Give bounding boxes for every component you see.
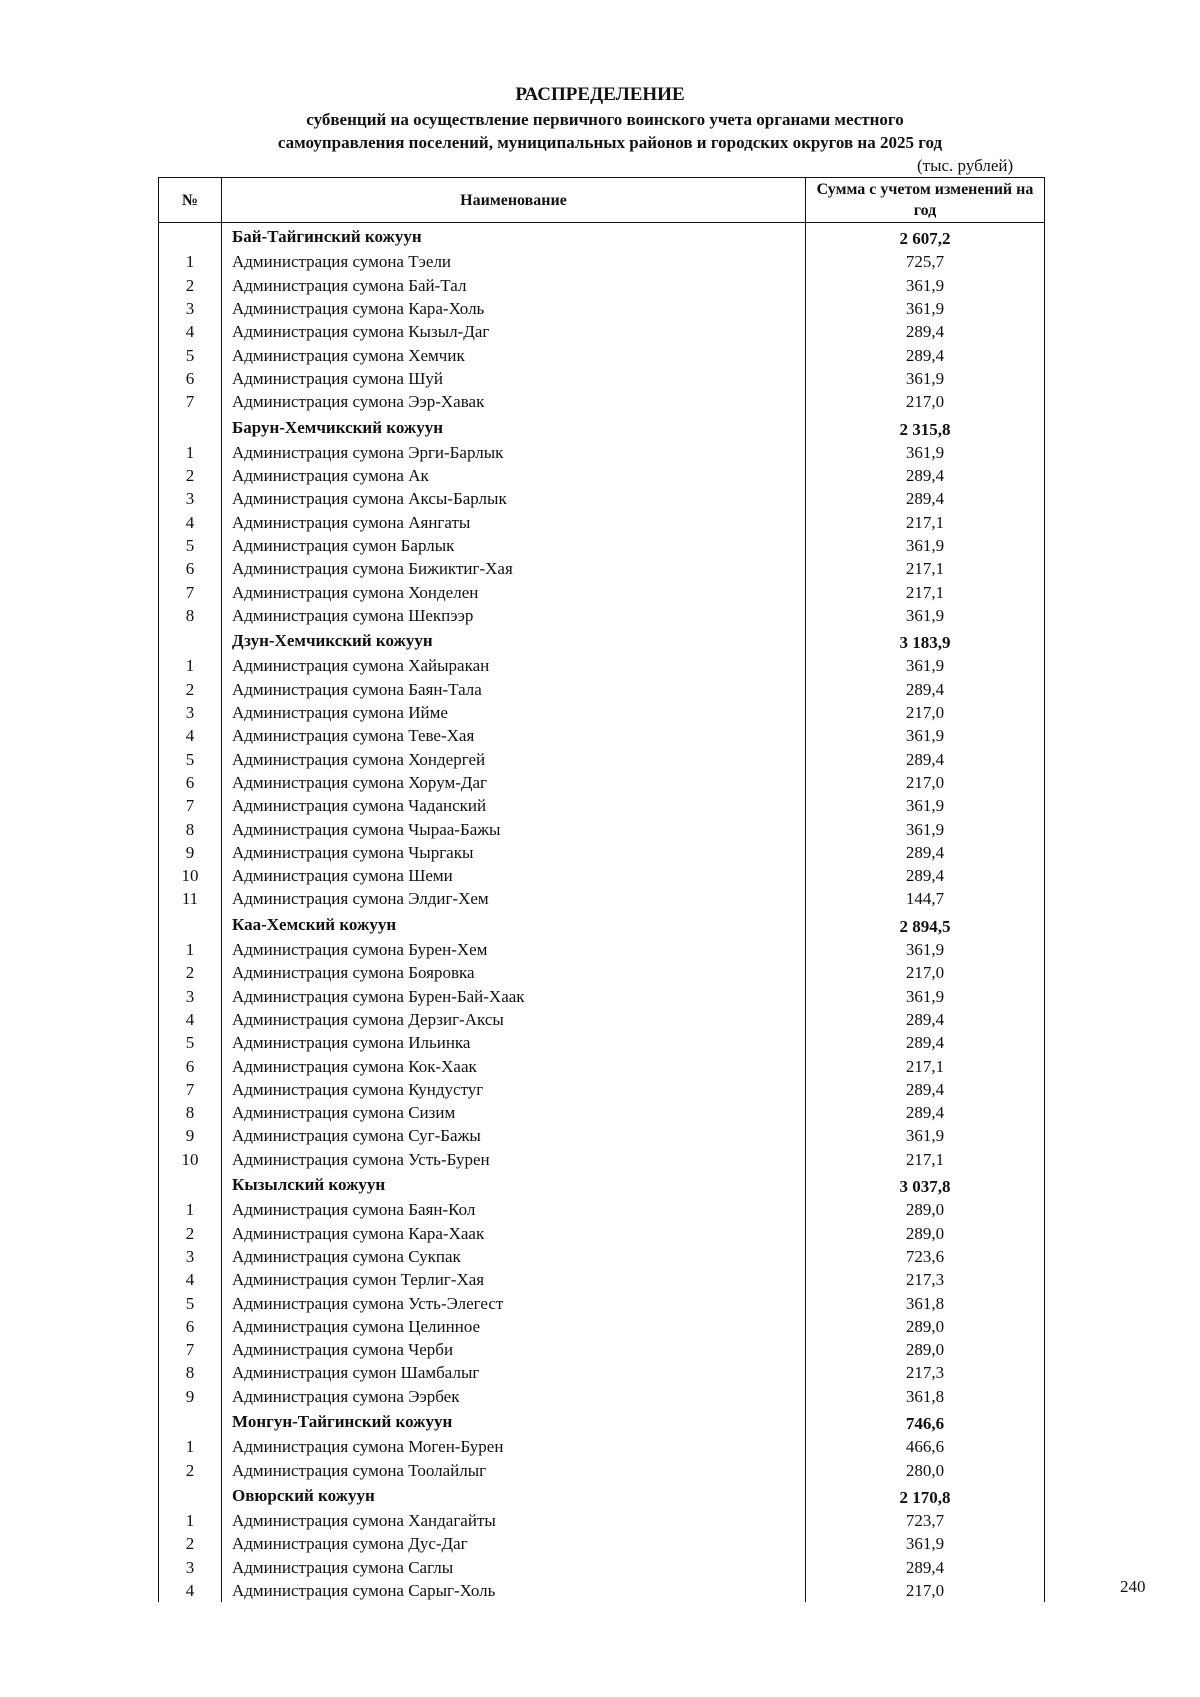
row-name: Администрация сумон Барлык	[222, 534, 806, 557]
row-name: Администрация сумона Кызыл-Даг	[222, 320, 806, 343]
row-name: Администрация сумона Шуй	[222, 367, 806, 390]
row-value: 466,6	[806, 1435, 1045, 1458]
row-value: 361,9	[806, 985, 1045, 1008]
row-value: 280,0	[806, 1458, 1045, 1481]
table-row	[159, 604, 1045, 627]
table-row	[159, 1008, 1045, 1031]
group-number-cell	[159, 413, 222, 440]
row-number: 4	[159, 1008, 222, 1031]
row-value: 217,1	[806, 557, 1045, 580]
group-total: 2 894,5	[806, 911, 1045, 938]
group-name: Дзун-Хемчикский кожуун	[222, 627, 806, 654]
row-name: Администрация сумона Сукпак	[222, 1245, 806, 1268]
table-row	[159, 511, 1045, 534]
table-row	[159, 1385, 1045, 1408]
row-number: 1	[159, 1509, 222, 1532]
document-title: РАСПРЕДЕЛЕНИЕ	[515, 84, 685, 105]
row-name: Администрация сумона Хонделен	[222, 580, 806, 603]
group-name: Каа-Хемский кожуун	[222, 911, 806, 938]
row-value: 725,7	[806, 250, 1045, 273]
row-value: 217,1	[806, 1148, 1045, 1171]
table-row	[159, 1221, 1045, 1244]
group-row	[159, 223, 1045, 251]
column-header-number: №	[159, 178, 222, 223]
group-total: 2 315,8	[806, 413, 1045, 440]
table-row	[159, 464, 1045, 487]
row-number: 6	[159, 1054, 222, 1077]
table-row	[159, 841, 1045, 864]
row-value: 289,4	[806, 464, 1045, 487]
row-number: 10	[159, 864, 222, 887]
table-row	[159, 1148, 1045, 1171]
row-value: 217,0	[806, 1579, 1045, 1602]
row-number: 5	[159, 748, 222, 771]
table-row	[159, 817, 1045, 840]
row-name: Администрация сумона Дус-Даг	[222, 1532, 806, 1555]
row-number: 4	[159, 1268, 222, 1291]
row-value: 289,4	[806, 864, 1045, 887]
document-subtitle-line1: субвенций на осуществление первичного воинского учета органами местного	[306, 110, 904, 129]
table-row	[159, 1124, 1045, 1147]
table-row	[159, 343, 1045, 366]
group-name: Овюрский кожуун	[222, 1482, 806, 1509]
row-value: 361,9	[806, 654, 1045, 677]
row-name: Администрация сумона Кара-Хаак	[222, 1221, 806, 1244]
row-number: 7	[159, 1078, 222, 1101]
row-name: Администрация сумона Баян-Тала	[222, 678, 806, 701]
column-header-name: Наименование	[222, 178, 806, 223]
row-value: 144,7	[806, 887, 1045, 910]
row-number: 3	[159, 487, 222, 510]
table-body	[159, 223, 1045, 1603]
row-name: Администрация сумона Хандагайты	[222, 1509, 806, 1532]
row-name: Администрация сумона Ээрбек	[222, 1385, 806, 1408]
row-name: Администрация сумона Хондергей	[222, 748, 806, 771]
row-value: 361,9	[806, 817, 1045, 840]
row-value: 361,9	[806, 367, 1045, 390]
row-name: Администрация сумон Шамбалыг	[222, 1361, 806, 1384]
row-value: 361,9	[806, 794, 1045, 817]
row-value: 723,6	[806, 1245, 1045, 1268]
row-number: 7	[159, 1338, 222, 1361]
row-value: 217,0	[806, 961, 1045, 984]
group-number-cell	[159, 1408, 222, 1435]
row-value: 289,0	[806, 1338, 1045, 1361]
row-number: 8	[159, 1101, 222, 1124]
row-name: Администрация сумона Чыргакы	[222, 841, 806, 864]
row-value: 289,4	[806, 1101, 1045, 1124]
row-number: 1	[159, 441, 222, 464]
row-number: 4	[159, 1579, 222, 1602]
row-number: 6	[159, 771, 222, 794]
group-row	[159, 1482, 1045, 1509]
row-name: Администрация сумона Целинное	[222, 1315, 806, 1338]
row-name: Администрация сумона Ээр-Хавак	[222, 390, 806, 413]
row-number: 4	[159, 724, 222, 747]
row-number: 8	[159, 817, 222, 840]
row-number: 2	[159, 1532, 222, 1555]
row-value: 289,4	[806, 320, 1045, 343]
table-row	[159, 557, 1045, 580]
row-value: 361,9	[806, 441, 1045, 464]
group-row	[159, 1408, 1045, 1435]
row-value: 289,4	[806, 1556, 1045, 1579]
table-row	[159, 1245, 1045, 1268]
row-name: Администрация сумон Терлиг-Хая	[222, 1268, 806, 1291]
row-number: 9	[159, 841, 222, 864]
group-total: 3 183,9	[806, 627, 1045, 654]
row-value: 361,9	[806, 274, 1045, 297]
row-number: 1	[159, 250, 222, 273]
row-value: 217,1	[806, 1054, 1045, 1077]
row-number: 7	[159, 580, 222, 603]
row-number: 2	[159, 464, 222, 487]
group-number-cell	[159, 223, 222, 251]
row-name: Администрация сумона Аянгаты	[222, 511, 806, 534]
group-number-cell	[159, 911, 222, 938]
row-value: 289,4	[806, 1008, 1045, 1031]
distribution-table	[158, 177, 1045, 1602]
group-total: 746,6	[806, 1408, 1045, 1435]
row-name: Администрация сумона Кара-Холь	[222, 297, 806, 320]
table-row	[159, 1291, 1045, 1314]
table-row	[159, 1198, 1045, 1221]
row-name: Администрация сумона Аксы-Барлык	[222, 487, 806, 510]
row-number: 1	[159, 654, 222, 677]
table-row	[159, 654, 1045, 677]
row-number: 4	[159, 320, 222, 343]
table-row	[159, 961, 1045, 984]
table-row	[159, 985, 1045, 1008]
row-number: 9	[159, 1124, 222, 1147]
document-subtitle-line2: самоуправления поселений, муниципальных районов и городских округов на 2025 год	[277, 133, 943, 152]
row-number: 3	[159, 1245, 222, 1268]
table-row	[159, 1532, 1045, 1555]
row-name: Администрация сумона Баян-Кол	[222, 1198, 806, 1221]
row-name: Администрация сумона Усть-Бурен	[222, 1148, 806, 1171]
row-number: 3	[159, 701, 222, 724]
table-row	[159, 1338, 1045, 1361]
group-name: Барун-Хемчикский кожуун	[222, 413, 806, 440]
row-name: Администрация сумона Хемчик	[222, 343, 806, 366]
row-name: Администрация сумона Бурен-Хем	[222, 938, 806, 961]
row-number: 5	[159, 343, 222, 366]
table-row	[159, 1579, 1045, 1602]
row-name: Администрация сумона Моген-Бурен	[222, 1435, 806, 1458]
row-name: Администрация сумона Чаданский	[222, 794, 806, 817]
row-name: Администрация сумона Бай-Тал	[222, 274, 806, 297]
row-number: 1	[159, 1198, 222, 1221]
group-number-cell	[159, 1482, 222, 1509]
table-row	[159, 701, 1045, 724]
row-number: 2	[159, 678, 222, 701]
table-row	[159, 487, 1045, 510]
row-number: 2	[159, 274, 222, 297]
group-total: 2 170,8	[806, 1482, 1045, 1509]
row-value: 289,4	[806, 841, 1045, 864]
row-number: 4	[159, 511, 222, 534]
row-value: 217,0	[806, 701, 1045, 724]
row-number: 3	[159, 985, 222, 1008]
table-row	[159, 864, 1045, 887]
row-name: Администрация сумона Дерзиг-Аксы	[222, 1008, 806, 1031]
row-value: 289,4	[806, 1031, 1045, 1054]
row-value: 361,9	[806, 534, 1045, 557]
row-value: 217,1	[806, 580, 1045, 603]
row-value: 217,3	[806, 1361, 1045, 1384]
row-value: 361,9	[806, 1124, 1045, 1147]
table-row	[159, 534, 1045, 557]
row-number: 5	[159, 1031, 222, 1054]
row-value: 361,9	[806, 604, 1045, 627]
row-number: 8	[159, 604, 222, 627]
row-value: 289,0	[806, 1221, 1045, 1244]
row-name: Администрация сумона Хорум-Даг	[222, 771, 806, 794]
row-value: 289,4	[806, 748, 1045, 771]
row-value: 217,3	[806, 1268, 1045, 1291]
row-number: 10	[159, 1148, 222, 1171]
row-value: 361,9	[806, 938, 1045, 961]
row-name: Администрация сумона Ийме	[222, 701, 806, 724]
row-number: 2	[159, 1458, 222, 1481]
row-name: Администрация сумона Бояровка	[222, 961, 806, 984]
table-row	[159, 580, 1045, 603]
group-total: 2 607,2	[806, 223, 1045, 251]
group-name: Монгун-Тайгинский кожуун	[222, 1408, 806, 1435]
row-number: 6	[159, 367, 222, 390]
row-number: 9	[159, 1385, 222, 1408]
table-row	[159, 1556, 1045, 1579]
row-name: Администрация сумона Шекпээр	[222, 604, 806, 627]
row-name: Администрация сумона Бижиктиг-Хая	[222, 557, 806, 580]
table-row	[159, 1509, 1045, 1532]
row-value: 289,0	[806, 1315, 1045, 1338]
row-value: 289,4	[806, 1078, 1045, 1101]
row-name: Администрация сумона Эрги-Барлык	[222, 441, 806, 464]
row-name: Администрация сумона Суг-Бажы	[222, 1124, 806, 1147]
row-number: 6	[159, 557, 222, 580]
table-row	[159, 274, 1045, 297]
group-row	[159, 911, 1045, 938]
row-name: Администрация сумона Ильинка	[222, 1031, 806, 1054]
column-header-sum: Сумма с учетом изменений на год	[806, 178, 1045, 223]
row-value: 361,8	[806, 1385, 1045, 1408]
table-row	[159, 678, 1045, 701]
row-number: 7	[159, 390, 222, 413]
row-number: 3	[159, 1556, 222, 1579]
table-row	[159, 1361, 1045, 1384]
table-row	[159, 1031, 1045, 1054]
group-total: 3 037,8	[806, 1171, 1045, 1198]
row-value: 289,4	[806, 678, 1045, 701]
table-row	[159, 771, 1045, 794]
row-number: 5	[159, 534, 222, 557]
table-row	[159, 320, 1045, 343]
table-header-row	[159, 178, 1045, 223]
unit-label: (тыс. рублей)	[917, 156, 1014, 175]
row-value: 723,7	[806, 1509, 1045, 1532]
row-name: Администрация сумона Сарыг-Холь	[222, 1579, 806, 1602]
row-value: 217,1	[806, 511, 1045, 534]
group-number-cell	[159, 1171, 222, 1198]
row-value: 217,0	[806, 771, 1045, 794]
group-row	[159, 627, 1045, 654]
table-row	[159, 887, 1045, 910]
row-name: Администрация сумона Черби	[222, 1338, 806, 1361]
row-name: Администрация сумона Чыраа-Бажы	[222, 817, 806, 840]
row-name: Администрация сумона Саглы	[222, 1556, 806, 1579]
row-value: 361,9	[806, 724, 1045, 747]
row-name: Администрация сумона Сизим	[222, 1101, 806, 1124]
table-row	[159, 1435, 1045, 1458]
row-value: 361,9	[806, 297, 1045, 320]
group-name: Бай-Тайгинский кожуун	[222, 223, 806, 251]
row-name: Администрация сумона Шеми	[222, 864, 806, 887]
row-name: Администрация сумона Тоолайлыг	[222, 1458, 806, 1481]
table-row	[159, 938, 1045, 961]
row-number: 6	[159, 1315, 222, 1338]
row-number: 1	[159, 1435, 222, 1458]
table-row	[159, 1315, 1045, 1338]
table-row	[159, 1268, 1045, 1291]
table-row	[159, 1458, 1045, 1481]
row-number: 2	[159, 1221, 222, 1244]
table-row	[159, 390, 1045, 413]
row-number: 1	[159, 938, 222, 961]
table-row	[159, 441, 1045, 464]
table-row	[159, 1101, 1045, 1124]
row-name: Администрация сумона Бурен-Бай-Хаак	[222, 985, 806, 1008]
page-number: 240	[1120, 1577, 1146, 1596]
table-row	[159, 748, 1045, 771]
row-number: 2	[159, 961, 222, 984]
table-row	[159, 297, 1045, 320]
row-name: Администрация сумона Теве-Хая	[222, 724, 806, 747]
row-value: 289,4	[806, 343, 1045, 366]
table-row	[159, 1054, 1045, 1077]
row-value: 217,0	[806, 390, 1045, 413]
row-value: 361,9	[806, 1532, 1045, 1555]
row-name: Администрация сумона Ак	[222, 464, 806, 487]
row-value: 361,8	[806, 1291, 1045, 1314]
group-row	[159, 1171, 1045, 1198]
row-name: Администрация сумона Кундустуг	[222, 1078, 806, 1101]
row-name: Администрация сумона Тэели	[222, 250, 806, 273]
table-row	[159, 724, 1045, 747]
table-row	[159, 794, 1045, 817]
row-name: Администрация сумона Элдиг-Хем	[222, 887, 806, 910]
row-number: 7	[159, 794, 222, 817]
table-row	[159, 1078, 1045, 1101]
row-name: Администрация сумона Хайыракан	[222, 654, 806, 677]
row-number: 3	[159, 297, 222, 320]
row-number: 5	[159, 1291, 222, 1314]
row-number: 11	[159, 887, 222, 910]
group-number-cell	[159, 627, 222, 654]
group-row	[159, 413, 1045, 440]
row-name: Администрация сумона Усть-Элегест	[222, 1291, 806, 1314]
group-name: Кызылский кожуун	[222, 1171, 806, 1198]
row-name: Администрация сумона Кок-Хаак	[222, 1054, 806, 1077]
table-row	[159, 367, 1045, 390]
table-row	[159, 250, 1045, 273]
row-value: 289,0	[806, 1198, 1045, 1221]
row-number: 8	[159, 1361, 222, 1384]
row-value: 289,4	[806, 487, 1045, 510]
